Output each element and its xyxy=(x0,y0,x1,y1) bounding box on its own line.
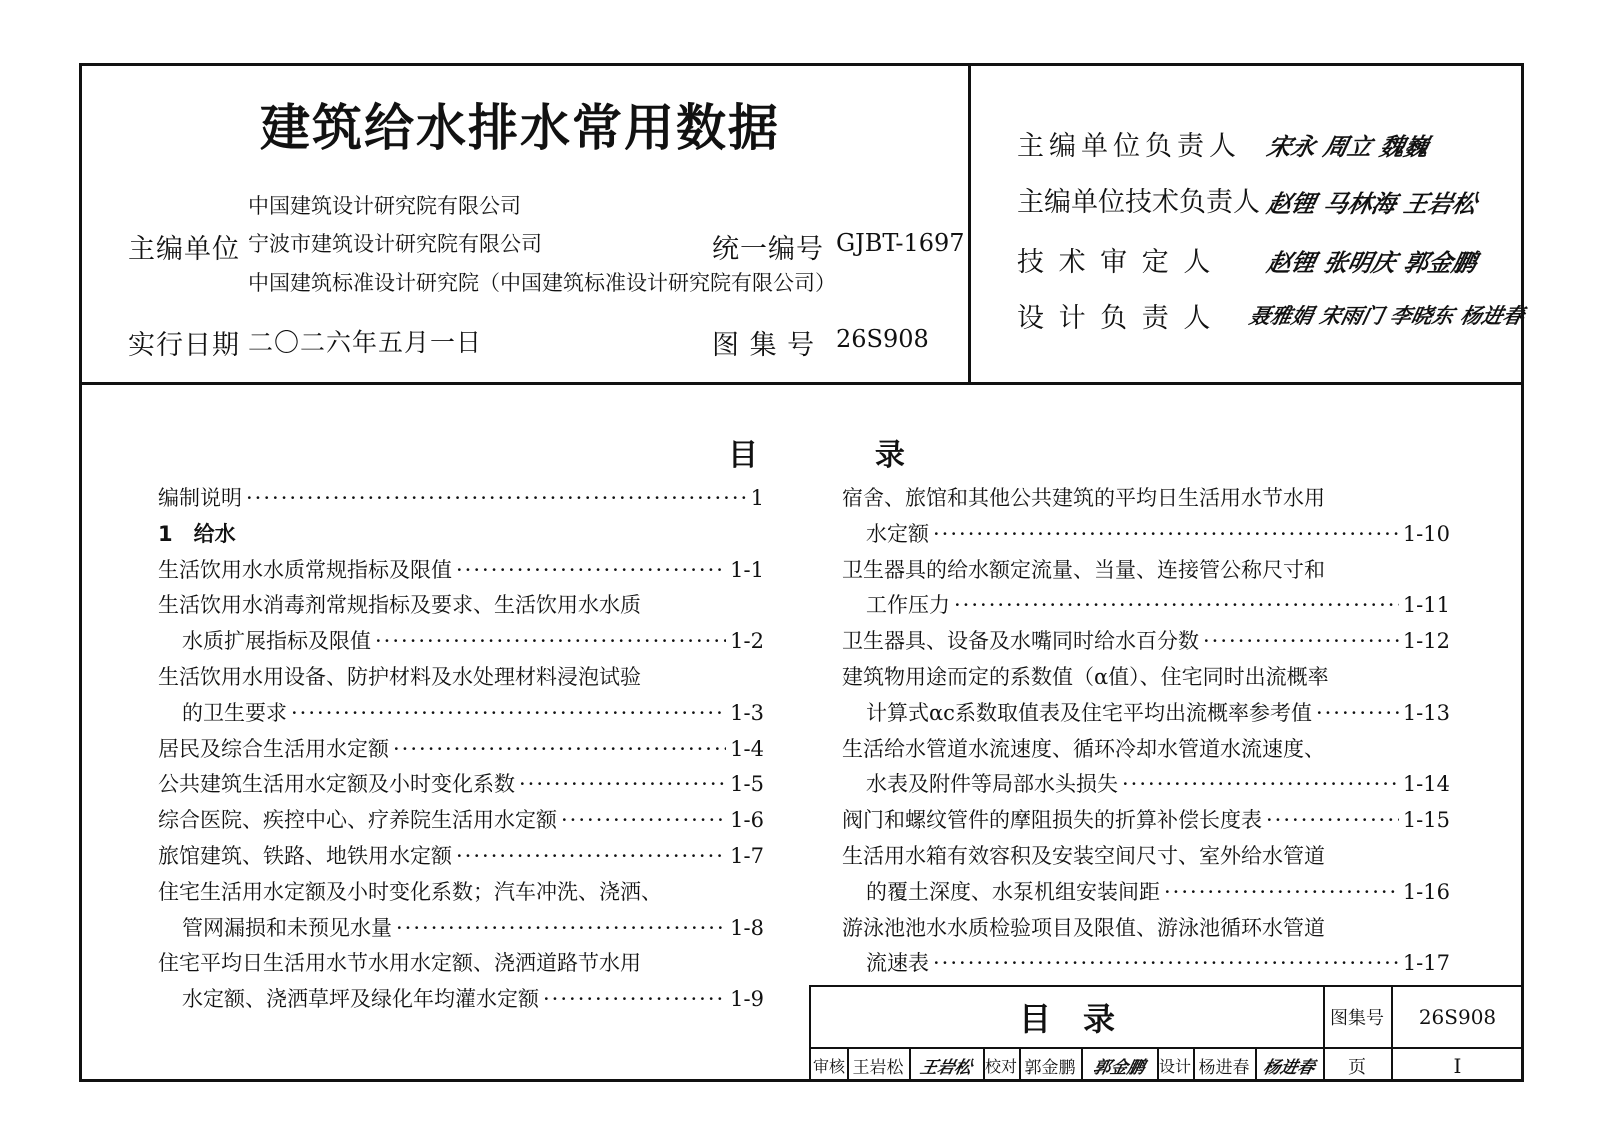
toc-entry-title: 卫生器具的给水额定流量、当量、连接管公称尺寸和 xyxy=(842,557,1325,582)
resp-signature-review: 赵锂 张明庆 郭金鹏 xyxy=(1264,249,1480,277)
designer-signature: 杨进春 xyxy=(1260,1058,1317,1078)
resp-signature-chief: 宋永 周立 魏巍 xyxy=(1264,133,1432,161)
toc-entry xyxy=(842,482,1450,512)
toc-entry xyxy=(158,947,764,977)
toc-entry xyxy=(866,589,1450,619)
checker-signature: 郭金鹏 xyxy=(1090,1058,1147,1078)
resp-signature-design: 聂雅娟 宋雨门 李晓东 杨进春 xyxy=(1247,304,1527,328)
header-divider xyxy=(968,63,971,383)
toc-entry xyxy=(842,840,1450,870)
toc-leader-dots xyxy=(1316,701,1399,725)
toc-leader-dots xyxy=(375,629,726,653)
toc-title-char-1: 目 xyxy=(728,438,760,473)
toc-entry xyxy=(842,912,1450,942)
toc-entry-page: 1-7 xyxy=(730,844,764,868)
toc-entry xyxy=(842,804,1450,834)
reviewer-signature: 王岩松 xyxy=(917,1058,974,1078)
toc-entry xyxy=(158,661,764,691)
toc-entry xyxy=(842,733,1450,763)
toc-leader-dots xyxy=(456,844,726,868)
toc-leader-dots xyxy=(1203,629,1399,653)
atlas-code: 26S908 xyxy=(836,325,929,353)
toc-entry-page: 1-16 xyxy=(1402,879,1450,904)
toc-entry-title: 生活饮用水水质常规指标及限值 xyxy=(158,557,452,582)
toc-entry-page: 1 xyxy=(750,486,764,510)
toc-entry-page: 1-6 xyxy=(730,808,764,833)
toc-entry xyxy=(182,697,764,727)
toc-entry-title: 住宅生活用水定额及小时变化系数；汽车冲洗、浇洒、 xyxy=(158,879,662,904)
toc-entry xyxy=(158,733,764,763)
unified-code-label: 统一编号 xyxy=(712,234,824,265)
toc-entry xyxy=(842,661,1450,691)
toc-entry xyxy=(158,804,764,834)
toc-entry-page: 1-13 xyxy=(1402,700,1450,725)
toc-entry-page: 1-9 xyxy=(730,987,764,1012)
toc-leader-dots xyxy=(246,486,747,510)
toc-entry-page: 1-4 xyxy=(730,736,764,761)
toc-entry-title: 生活饮用水消毒剂常规指标及要求、生活饮用水水质 xyxy=(158,593,641,618)
toc-leader-dots xyxy=(954,593,1399,617)
toc-leader-dots xyxy=(543,987,726,1011)
atlas-code-label: 图 集 号 xyxy=(712,330,816,361)
toc-entry xyxy=(182,983,764,1013)
toc-entry-page: 1-5 xyxy=(730,772,764,797)
toc-entry-title: 宿舍、旅馆和其他公共建筑的平均日生活用水节水用 xyxy=(842,486,1325,510)
toc-entry-page: 1-2 xyxy=(730,629,764,654)
toc-entry xyxy=(158,589,764,619)
unified-code: GJBT-1697 xyxy=(836,229,965,257)
toc-entry-title: 水表及附件等局部水头损失 xyxy=(866,772,1118,797)
review-label: 审核 xyxy=(812,1057,845,1076)
toc-entry-title: 编制说明 xyxy=(158,486,242,510)
toc-entry-title: 居民及综合生活用水定额 xyxy=(158,736,389,761)
toc-entry xyxy=(866,876,1450,906)
toc-entry xyxy=(842,554,1450,584)
toc-entry xyxy=(866,947,1450,977)
toc-leader-dots xyxy=(1122,772,1399,796)
toc-entry xyxy=(866,768,1450,798)
toc-entry xyxy=(158,482,764,512)
toc-entry-title: 管网漏损和未预见水量 xyxy=(182,915,392,940)
page-label: 页 xyxy=(1348,1056,1366,1078)
toc-entry xyxy=(866,697,1450,727)
toc-entry-title: 水质扩展指标及限值 xyxy=(182,629,371,654)
toc-entry-page: 1-10 xyxy=(1402,521,1450,546)
toc-leader-dots xyxy=(291,701,726,725)
toc-entry-title: 游泳池池水水质检验项目及限值、游泳池循环水管道 xyxy=(842,915,1325,940)
toc-entry-page: 1-14 xyxy=(1402,772,1450,797)
editor-unit-1: 中国建筑设计研究院有限公司 xyxy=(248,194,521,218)
toc-entry-title: 流速表 xyxy=(866,951,929,976)
editor-unit-2: 宁波市建筑设计研究院有限公司 xyxy=(248,232,542,256)
toc-entry-title: 旅馆建筑、铁路、地铁用水定额 xyxy=(158,844,452,868)
resp-signature-tech: 赵锂 马林海 王岩松 xyxy=(1264,190,1480,218)
toc-title-char-2: 录 xyxy=(874,438,907,473)
toc-entry xyxy=(158,768,764,798)
toc-title xyxy=(728,430,907,474)
header-bottom-rule xyxy=(79,382,1524,385)
toc-entry-title: 综合医院、疾控中心、疗养院生活用水定额 xyxy=(158,808,557,833)
toc-leader-dots xyxy=(933,522,1399,546)
toc-entry-title: 阀门和螺纹管件的摩阻损失的折算补偿长度表 xyxy=(842,808,1262,833)
toc-entry-page: 1-17 xyxy=(1402,951,1450,976)
editor-unit-3: 中国建筑标准设计研究院（中国建筑标准设计研究院有限公司） xyxy=(248,271,836,295)
toc-leader-dots xyxy=(396,916,726,940)
toc-entry xyxy=(182,625,764,655)
toc-leader-dots xyxy=(393,737,726,761)
toc-entry-title: 生活给水管道水流速度、循环冷却水管道水流速度、 xyxy=(842,736,1325,761)
toc-entry xyxy=(866,518,1450,548)
toc-entry xyxy=(842,625,1450,655)
title-block-atlas-code: 26S908 xyxy=(1418,1005,1497,1029)
toc-entry-title: 1 给水 xyxy=(158,521,236,546)
toc-entry-page: 1-8 xyxy=(730,915,764,940)
toc-leader-dots xyxy=(519,772,726,796)
page-number: I xyxy=(1453,1053,1462,1078)
toc-entry-title: 的卫生要求 xyxy=(182,700,287,725)
toc-leader-dots xyxy=(1266,808,1399,832)
toc-entry-title: 生活用水箱有效容积及安装空间尺寸、室外给水管道 xyxy=(842,844,1325,868)
designer-name: 杨进春 xyxy=(1198,1058,1250,1078)
toc-entry-page: 1-3 xyxy=(730,700,764,725)
editor-label: 主编单位 xyxy=(128,234,240,265)
title-block xyxy=(809,985,1524,1082)
toc-leader-dots xyxy=(1164,880,1399,904)
toc-entry-title: 工作压力 xyxy=(866,593,950,618)
toc-entry-title: 计算式αc系数取值表及住宅平均出流概率参考值 xyxy=(866,700,1312,725)
toc-leader-dots xyxy=(456,558,726,582)
title-block-name: 目 录 xyxy=(1018,1000,1115,1038)
toc-entry-title: 生活饮用水用设备、防护材料及水处理材料浸泡试验 xyxy=(158,665,641,689)
checker-name: 郭金鹏 xyxy=(1024,1058,1076,1078)
toc-entry xyxy=(182,912,764,942)
resp-label-tech: 主编单位技术负责人 xyxy=(1017,187,1260,218)
design-label: 设计 xyxy=(1158,1057,1191,1076)
resp-label-chief: 主编单位负责人 xyxy=(1017,131,1241,162)
date-label: 实行日期 xyxy=(128,330,240,361)
resp-label-review: 技 术 审 定 人 xyxy=(1017,247,1211,278)
toc-entry-title: 水定额、浇洒草坪及绿化年均灌水定额 xyxy=(182,987,539,1012)
toc-entry-title: 卫生器具、设备及水嘴同时给水百分数 xyxy=(842,629,1199,654)
toc-entry-title: 的覆土深度、水泵机组安装间距 xyxy=(866,879,1160,904)
toc-entry xyxy=(158,840,764,870)
toc-entry-page: 1-15 xyxy=(1402,808,1450,833)
toc-entry-page: 1-11 xyxy=(1402,593,1450,618)
date-value: 二〇二六年五月一日 xyxy=(248,328,483,357)
toc-entry xyxy=(158,554,764,584)
toc-entry-page: 1-12 xyxy=(1402,629,1450,654)
toc-entry-title: 公共建筑生活用水定额及小时变化系数 xyxy=(158,772,515,797)
title-block-atlas-label: 图集号 xyxy=(1330,1008,1384,1029)
toc-entry-title: 水定额 xyxy=(866,521,929,546)
atlas-title: 建筑给水排水常用数据 xyxy=(260,99,780,157)
reviewer-name: 王岩松 xyxy=(852,1058,904,1078)
toc-entry-title: 住宅平均日生活用水节水用水定额、浇洒道路节水用 xyxy=(158,951,641,976)
toc-leader-dots xyxy=(933,951,1399,975)
toc-entry-page: 1-1 xyxy=(730,557,764,582)
toc-entry-title: 建筑物用途而定的系数值（α值）、住宅同时出流概率 xyxy=(842,665,1329,689)
resp-label-design: 设 计 负 责 人 xyxy=(1017,303,1211,334)
toc-entry xyxy=(158,518,764,548)
toc-leader-dots xyxy=(561,808,726,832)
check-label: 校对 xyxy=(984,1057,1017,1076)
toc-entry xyxy=(158,876,764,906)
